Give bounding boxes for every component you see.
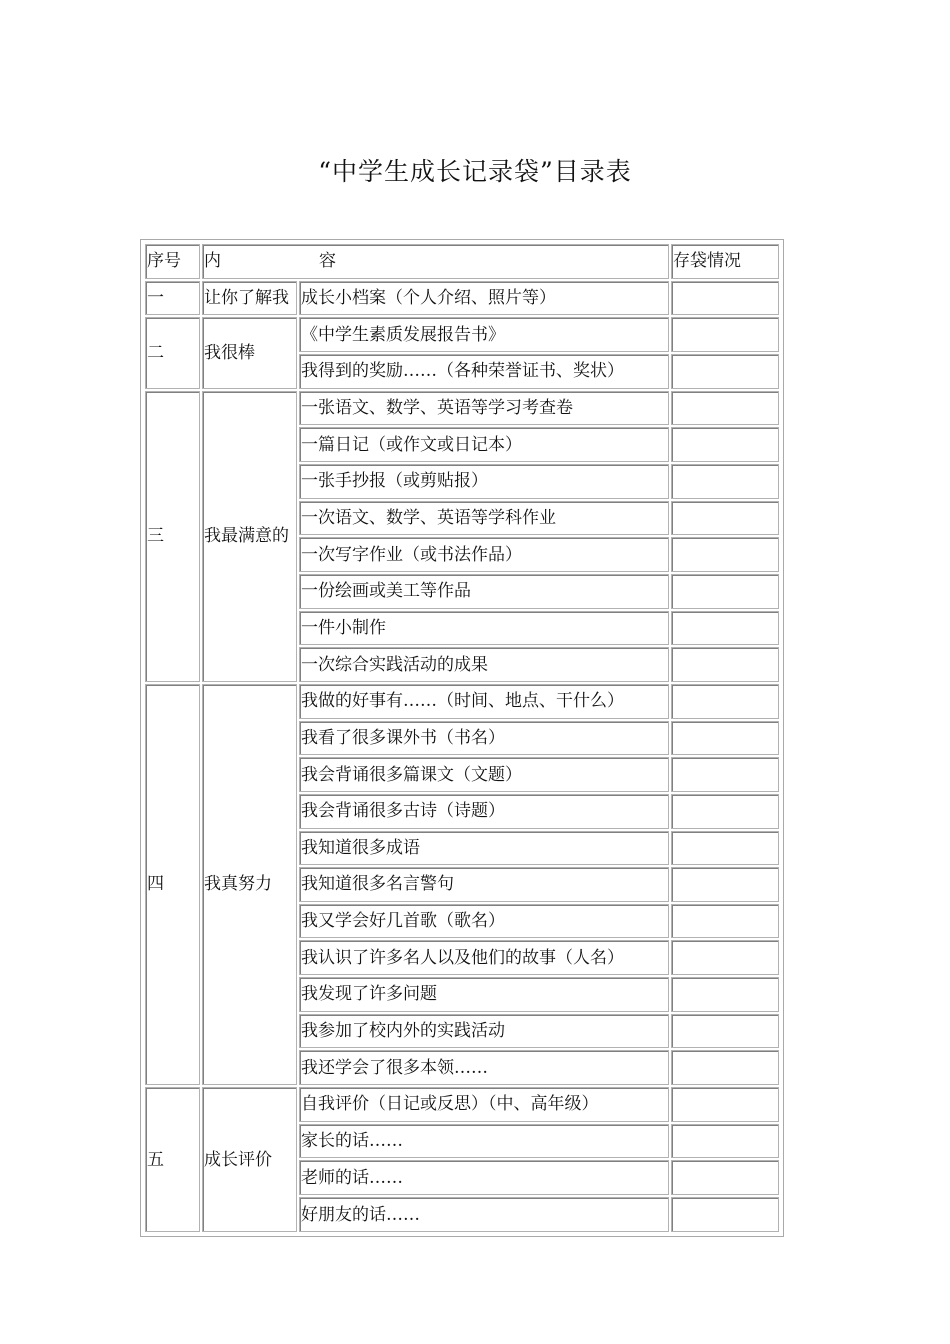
table-row	[145, 281, 779, 316]
section-index: 一	[145, 281, 200, 316]
item-content: 我得到的奖励……（各种荣誉证书、奖状）	[299, 354, 669, 389]
status-cell[interactable]	[671, 354, 779, 389]
item-content: 我参加了校内外的实践活动	[299, 1014, 669, 1049]
status-cell[interactable]	[671, 611, 779, 646]
item-content: 我知道很多名言警句	[299, 867, 669, 902]
status-cell[interactable]	[671, 757, 779, 792]
table-row	[145, 317, 779, 352]
section-category: 让你了解我	[202, 281, 297, 316]
status-cell[interactable]	[671, 1014, 779, 1049]
section-index: 二	[145, 317, 200, 388]
item-content: 一次综合实践活动的成果	[299, 647, 669, 682]
item-content: 好朋友的话……	[299, 1197, 669, 1232]
status-cell[interactable]	[671, 391, 779, 426]
status-cell[interactable]	[671, 1124, 779, 1159]
section-category: 成长评价	[202, 1087, 297, 1232]
section-category: 我很棒	[202, 317, 297, 388]
item-content: 一次写字作业（或书法作品）	[299, 537, 669, 572]
status-cell[interactable]	[671, 721, 779, 756]
status-cell[interactable]	[671, 574, 779, 609]
item-content: 老师的话……	[299, 1160, 669, 1195]
item-content: 我会背诵很多古诗（诗题）	[299, 794, 669, 829]
status-cell[interactable]	[671, 1050, 779, 1085]
status-cell[interactable]	[671, 537, 779, 572]
item-content: 我会背诵很多篇课文（文题）	[299, 757, 669, 792]
status-cell[interactable]	[671, 684, 779, 719]
item-content: 一件小制作	[299, 611, 669, 646]
directory-grid	[143, 242, 781, 1234]
status-cell[interactable]	[671, 1197, 779, 1232]
item-content: 《中学生素质发展报告书》	[299, 317, 669, 352]
table-row	[145, 1087, 779, 1122]
section-index: 三	[145, 391, 200, 682]
status-cell[interactable]	[671, 1160, 779, 1195]
item-content: 我知道很多成语	[299, 831, 669, 866]
status-cell[interactable]	[671, 794, 779, 829]
header-row	[145, 244, 779, 279]
page-title: “中学生成长记录袋”目录表	[318, 157, 632, 186]
status-cell[interactable]	[671, 1087, 779, 1122]
item-content: 成长小档案（个人介绍、照片等）	[299, 281, 669, 316]
status-cell[interactable]	[671, 940, 779, 975]
header-content-a: 内	[204, 251, 221, 272]
item-content: 一份绘画或美工等作品	[299, 574, 669, 609]
directory-table	[140, 239, 784, 1237]
item-content: 家长的话……	[299, 1124, 669, 1159]
status-cell[interactable]	[671, 867, 779, 902]
status-cell[interactable]	[671, 317, 779, 352]
status-cell[interactable]	[671, 427, 779, 462]
status-cell[interactable]	[671, 831, 779, 866]
item-content: 一篇日记（或作文或日记本）	[299, 427, 669, 462]
section-category: 我最满意的	[202, 391, 297, 682]
section-index: 四	[145, 684, 200, 1085]
header-status: 存袋情况	[671, 244, 779, 279]
header-content-b: 容	[319, 251, 336, 272]
section-category: 我真努力	[202, 684, 297, 1085]
status-cell[interactable]	[671, 647, 779, 682]
item-content: 我发现了许多问题	[299, 977, 669, 1012]
status-cell[interactable]	[671, 464, 779, 499]
table-row	[145, 684, 779, 719]
status-cell[interactable]	[671, 904, 779, 939]
item-content: 我又学会好几首歌（歌名）	[299, 904, 669, 939]
status-cell[interactable]	[671, 977, 779, 1012]
section-index: 五	[145, 1087, 200, 1232]
item-content: 我看了很多课外书（书名）	[299, 721, 669, 756]
status-cell[interactable]	[671, 501, 779, 536]
table-row	[145, 391, 779, 426]
item-content: 自我评价（日记或反思）（中、高年级）	[299, 1087, 669, 1122]
item-content: 我还学会了很多本领……	[299, 1050, 669, 1085]
item-content: 我做的好事有……（时间、地点、干什么）	[299, 684, 669, 719]
header-content	[202, 244, 669, 279]
status-cell[interactable]	[671, 281, 779, 316]
item-content: 一次语文、数学、英语等学科作业	[299, 501, 669, 536]
item-content: 一张语文、数学、英语等学习考查卷	[299, 391, 669, 426]
item-content: 一张手抄报（或剪贴报）	[299, 464, 669, 499]
item-content: 我认识了许多名人以及他们的故事（人名）	[299, 940, 669, 975]
header-index: 序号	[145, 244, 200, 279]
